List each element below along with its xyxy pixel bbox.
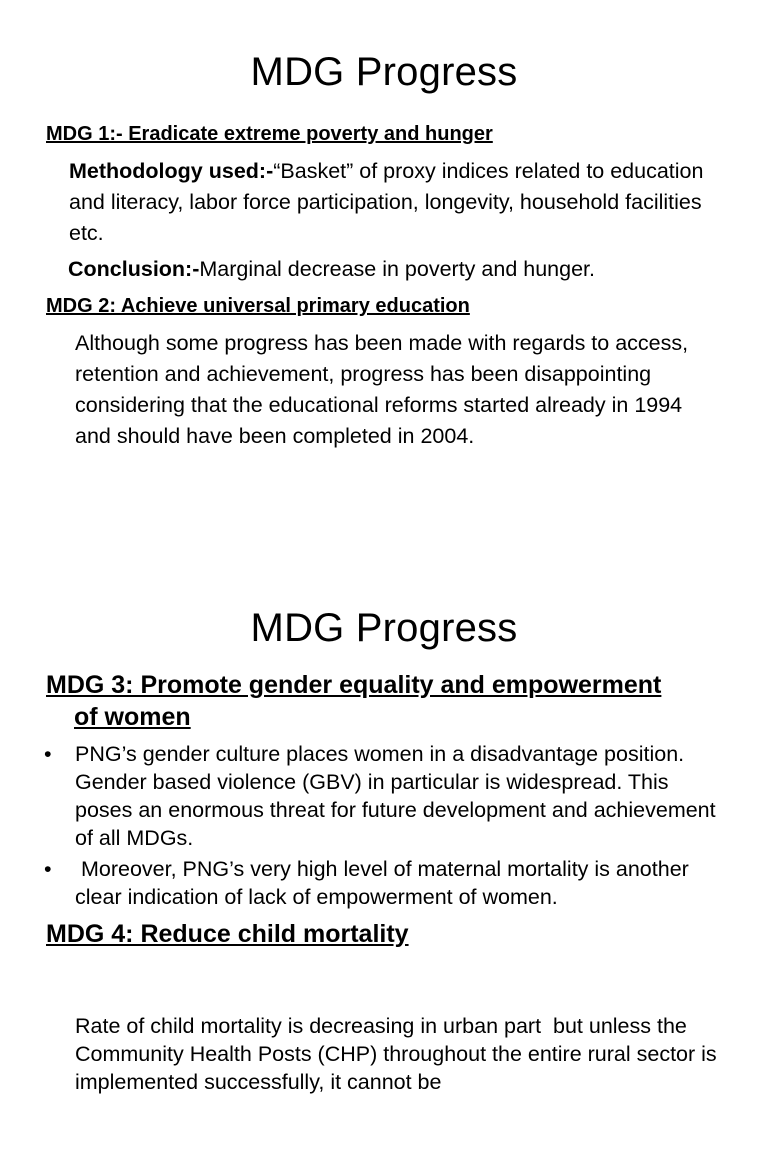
mdg4-heading: MDG 4: Reduce child mortality xyxy=(46,920,409,948)
slide-2-title: MDG Progress xyxy=(250,606,518,650)
bullet-icon: • xyxy=(44,857,52,881)
conclusion-text: Marginal decrease in poverty and hunger. xyxy=(199,257,595,281)
slide-1-title: MDG Progress xyxy=(250,50,518,94)
mdg1-conclusion xyxy=(68,254,728,285)
mdg3-heading-line2: of women xyxy=(74,703,191,731)
mdg3-heading-line1: MDG 3: Promote gender equality and empowerment xyxy=(46,671,662,699)
bullet-text: PNG’s gender culture places women in a disadvantage position. Gender based violence (GBV) in particular is widespread. This poses an enormous threat for future development and achievement of all MDGs. xyxy=(75,742,716,850)
conclusion-label: Conclusion:- xyxy=(68,257,200,281)
slide-1 xyxy=(0,0,768,540)
bullet-text: Moreover, PNG’s very high level of maternal mortality is another clear indication of lack of empowerment of women. xyxy=(75,857,695,909)
mdg1-methodology xyxy=(69,156,709,249)
methodology-label: Methodology used:- xyxy=(69,159,274,183)
bullet-icon: • xyxy=(44,742,52,766)
mdg4-text-body: Rate of child mortality is decreasing in urban part but unless the Community Health Posts (CHP) throughout the entire rural sector is implemented successfully, it cannot be xyxy=(75,1014,723,1094)
mdg4-text xyxy=(46,956,726,1152)
mdg2-text: Although some progress has been made with regards to access, retention and achievement, progress has been disappointing considering that the educational reforms started already in 1994 and should have been completed in 2004. xyxy=(75,331,689,448)
mdg1-heading: MDG 1:- Eradicate extreme poverty and hunger xyxy=(46,123,493,145)
mdg2-heading: MDG 2: Achieve universal primary education xyxy=(46,295,470,317)
mdg3-heading xyxy=(46,669,746,733)
methodology-text: “Basket” of proxy indices related to education and literacy, labor force participation, longevity, household facilities etc. xyxy=(69,159,704,245)
bullet-item xyxy=(44,740,724,852)
slide-2 xyxy=(0,556,768,1094)
bullet-item xyxy=(44,855,724,911)
